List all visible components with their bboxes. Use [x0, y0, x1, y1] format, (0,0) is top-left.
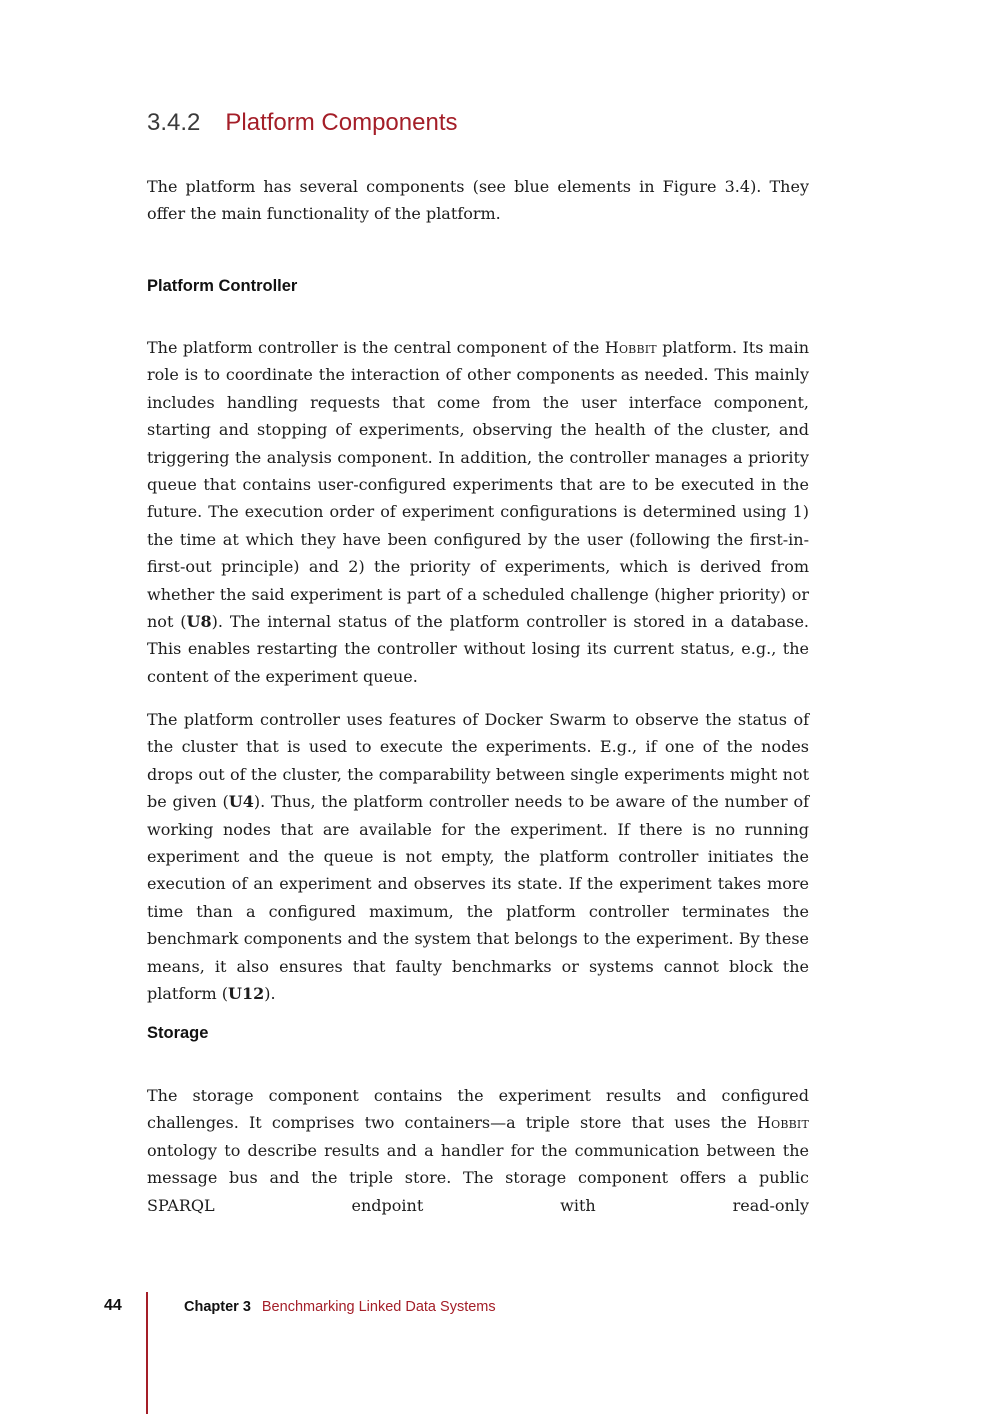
page-number: 44 [104, 1297, 122, 1314]
subsection-heading-storage: Storage [147, 1024, 209, 1042]
chapter-label: Chapter 3 [184, 1299, 251, 1315]
footer-chapter [184, 1299, 496, 1315]
section-title: Platform Components [225, 109, 458, 136]
storage-paragraph: The storage component contains the experiment results and configured challenges. It comprises two containers—a triple store that uses the Hobbit ontology to describe results and a handler for the communication between the message bus and the triple store. The storage component offers a public SPARQL endpoint with read-only [147, 1086, 809, 1215]
subsection-heading-platform-controller: Platform Controller [147, 277, 298, 295]
section-number: 3.4.2 [147, 109, 201, 136]
section-heading [147, 109, 847, 137]
intro-paragraph: The platform has several components (see blue elements in Figure 3.4). They offer the main functionality of the platform. [147, 177, 809, 224]
platform-controller-paragraph-2: The platform controller uses features of Docker Swarm to observe the status of the cluster that is used to execute the experiments. E.g., if one of the nodes drops out of the cluster, the comparability between single experiments might not be given (U4). Thus, the platform controller needs to be aware of the number of working nodes that are available for the experiment. If there is no running experiment and the queue is not empty, the platform controller initiates the execution of an experiment and observes its state. If the experiment takes more time than a configured maximum, the platform controller terminates the benchmark components and the system that belongs to the experiment. By these means, it also ensures that faulty benchmarks or systems cannot block the platform (U12). [147, 710, 810, 1004]
chapter-title: Benchmarking Linked Data Systems [261, 1299, 496, 1315]
platform-controller-paragraph-1: The platform controller is the central component of the Hobbit platform. Its main role is to coordinate the interaction of other components as needed. This mainly includes handling requests that come from the user interface component, starting and stopping of experiments, observing the health of the cluster, and triggering the analysis component. In addition, the controller manages a priority queue that contains user-configured experiments that are to be executed in the future. The execution order of experiment configurations is determined using 1) the time at which they have been configured by the user (following the first-in-first-out principle) and 2) the priority of experiments, which is derived from whether the said experiment is part of a scheduled challenge (higher priority) or not (U8). The internal status of the platform controller is stored in a database. This enables restarting the controller without losing its current status, e.g., the content of the experiment queue. [147, 338, 810, 686]
footer-rule [146, 1292, 148, 1414]
